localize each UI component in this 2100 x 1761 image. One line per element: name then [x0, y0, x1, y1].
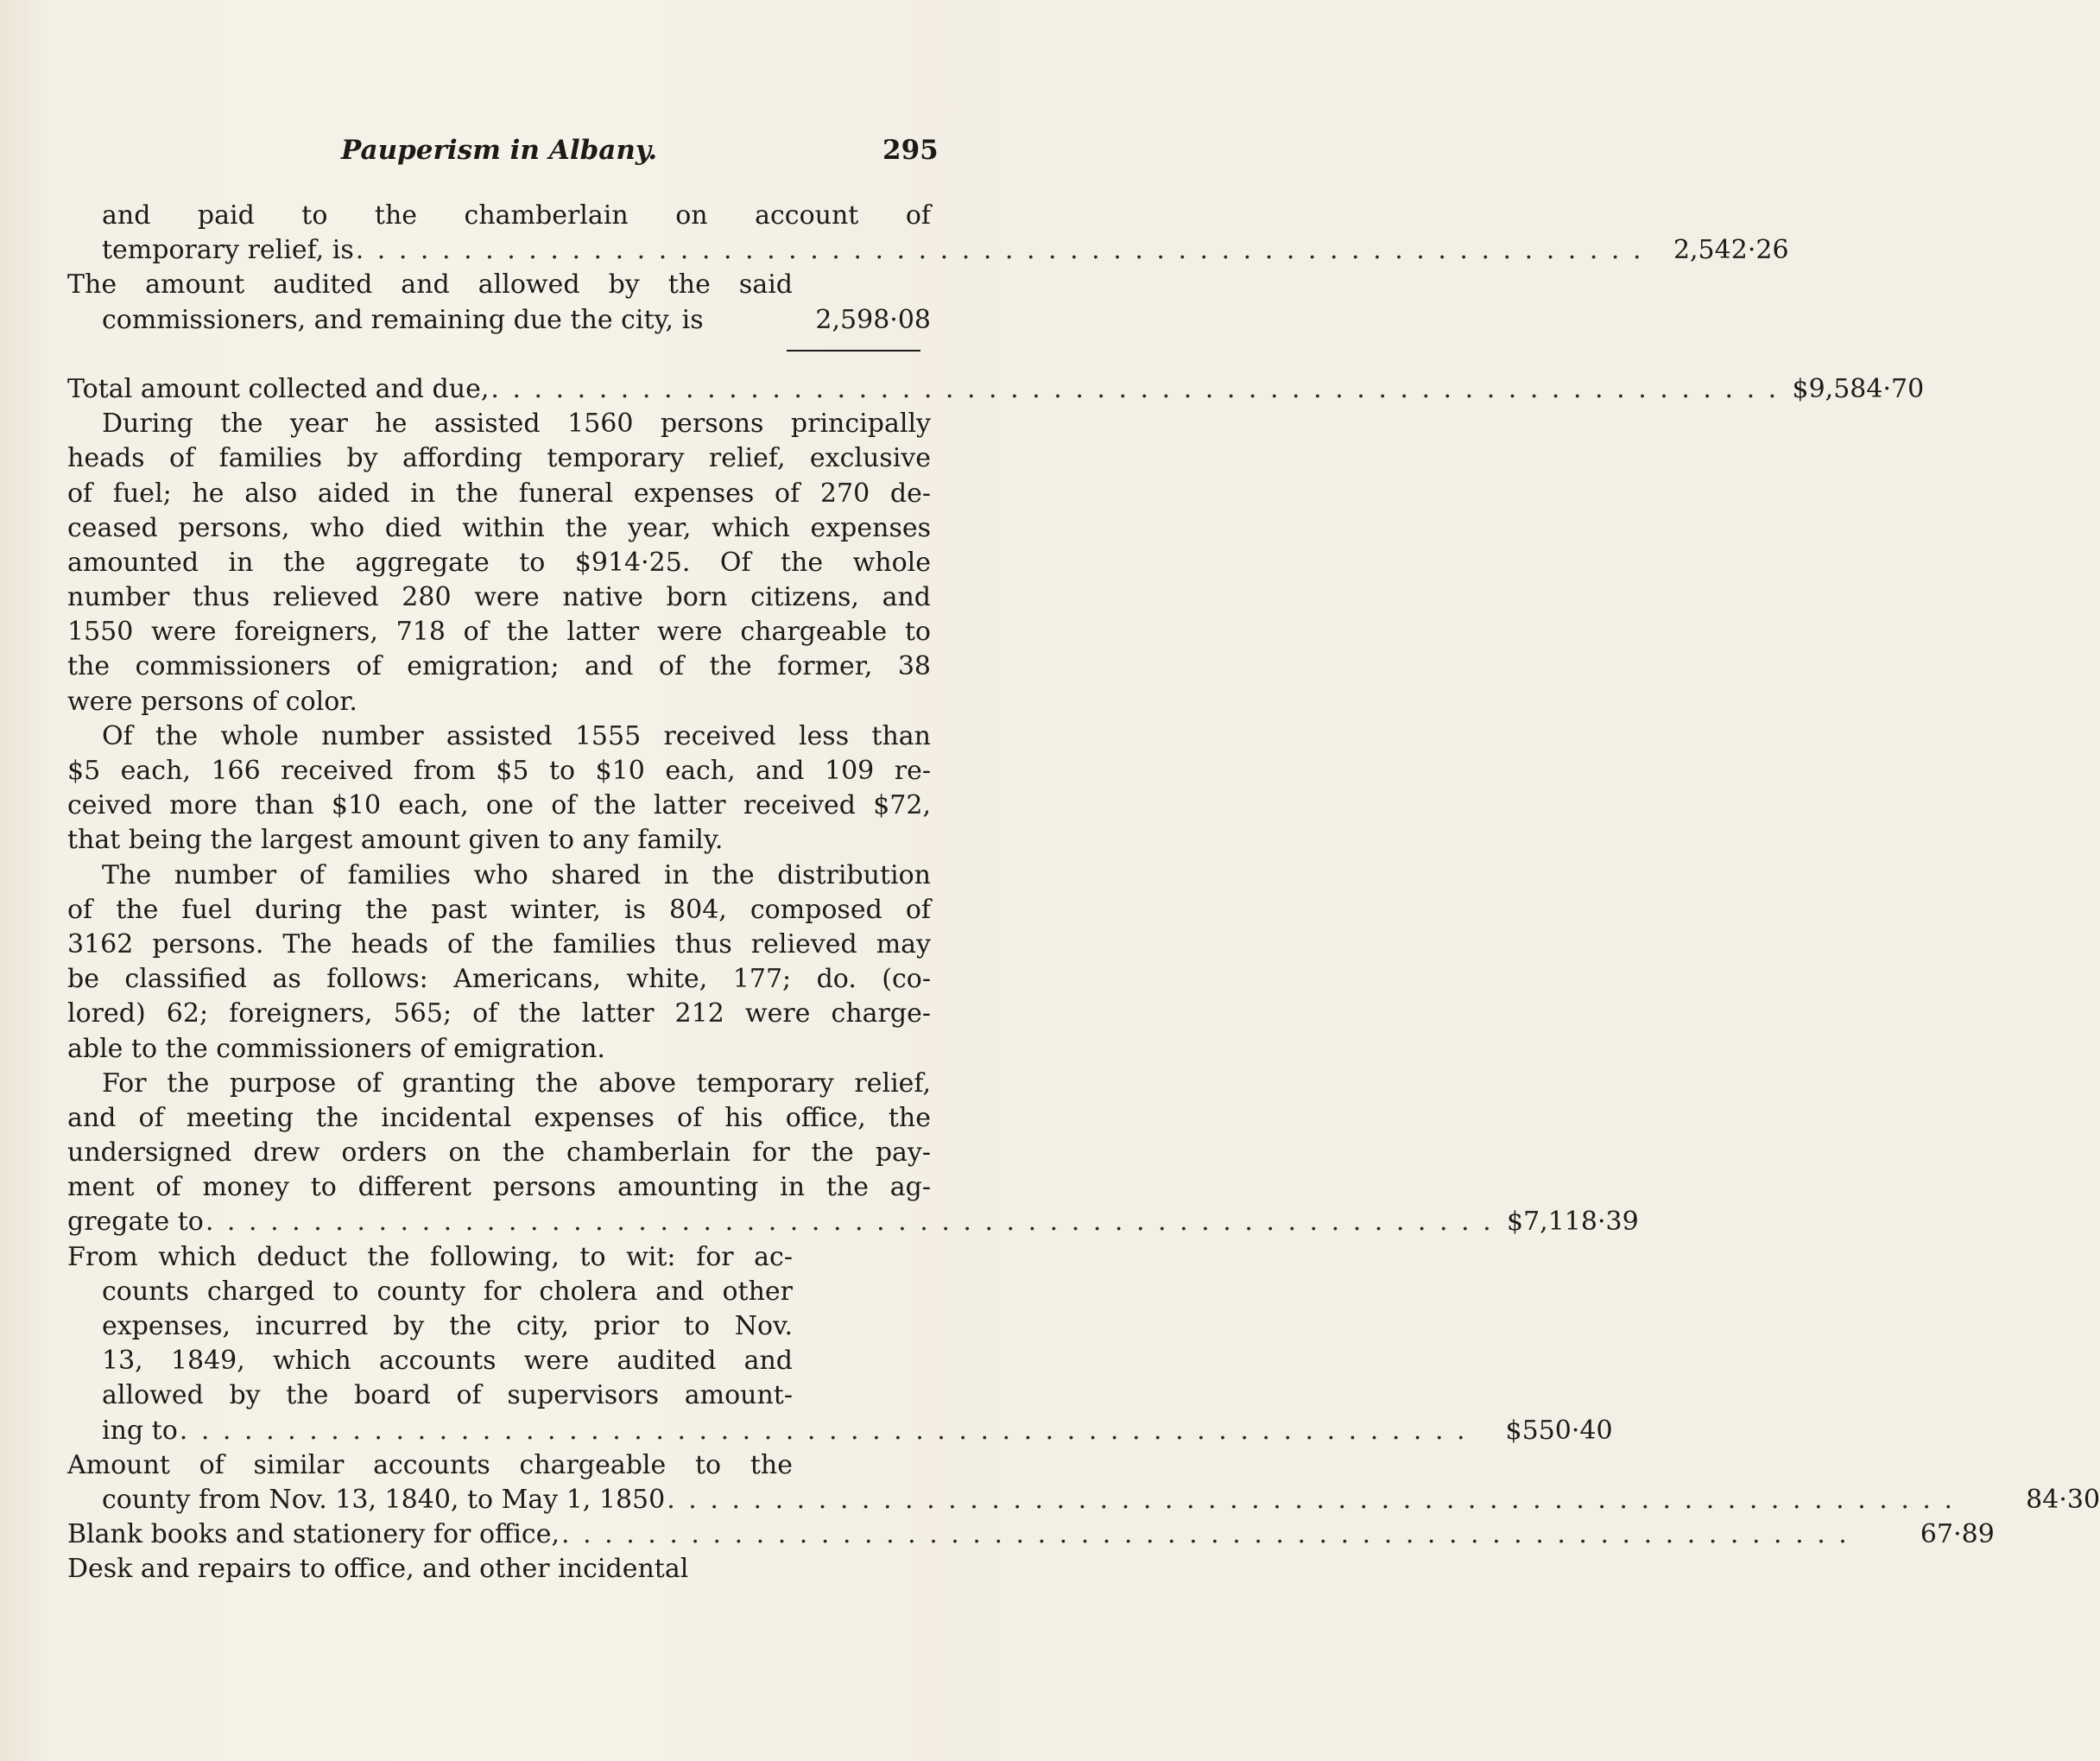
- text-line: [67, 685, 931, 719]
- ledger-amount: 2,542·26: [1673, 235, 1789, 266]
- ledger-line: [67, 303, 931, 338]
- ledger-amount: 84·30: [2026, 1484, 2100, 1515]
- line-text: Desk and repairs to office, and other incidental: [67, 1554, 689, 1585]
- ledger-line: [67, 372, 1925, 407]
- text-line: [67, 1309, 931, 1344]
- line-text: of the fuel during the past winter, is 804, composed of: [67, 894, 931, 925]
- text-line: [67, 477, 931, 511]
- line-text: ceased persons, who died within the year, which expenses: [67, 512, 931, 543]
- ledger-line: [67, 233, 1789, 268]
- text-line: [67, 1101, 931, 1136]
- line-text: For the purpose of granting the above temporary relief,: [102, 1067, 931, 1099]
- ledger-label: commissioners, and remaining due the city, is: [102, 304, 704, 335]
- text-line: [67, 649, 931, 684]
- ledger-label: ing to: [102, 1415, 178, 1446]
- line-text: heads of families by affording temporary relief, exclusive: [67, 443, 931, 474]
- ledger-label: temporary relief, is: [102, 235, 354, 266]
- dot-leader: . . . . . . . . . . . . . . . . . . . . . . . . . . . . . . . . . . . . . . . . . . . . . . . . . . . . . . . . . . . .: [490, 373, 1780, 404]
- text-line: [67, 1240, 931, 1275]
- ledger-amount: 2,598·08: [815, 304, 931, 335]
- sum-rule: [67, 338, 931, 372]
- ledger-amount: $550·40: [1505, 1415, 1613, 1446]
- text-line: [67, 1067, 931, 1101]
- text-line: [67, 858, 931, 893]
- text-line: [67, 997, 931, 1031]
- text-line: [67, 1032, 931, 1067]
- dot-leader: . . . . . . . . . . . . . . . . . . . . . . . . . . . . . . . . . . . . . . . . . . . . . . . . . . . . . . . . . . . .: [561, 1519, 1850, 1550]
- line-text: Of the whole number assisted 1555 received less than: [102, 720, 931, 751]
- ledger-amount: $9,584·70: [1792, 373, 1925, 404]
- dot-leader: . . . . . . . . . . . . . . . . . . . . . . . . . . . . . . . . . . . . . . . . . . . . . . . . . . . . . . . . . . . .: [205, 1207, 1494, 1238]
- line-text: and paid to the chamberlain on account of: [102, 200, 931, 231]
- page-header: [0, 135, 997, 173]
- text-line: [67, 962, 931, 997]
- page-body: [67, 199, 2100, 1587]
- ledger-label: gregate to: [67, 1207, 204, 1238]
- line-text: 3162 persons. The heads of the families thus relieved may: [67, 928, 931, 960]
- dot-leader: . . . . . . . . . . . . . . . . . . . . . . . . . . . . . . . . . . . . . . . . . . . . . . . . . . . . . . . . . . . .: [355, 235, 1644, 266]
- ledger-line: [67, 1414, 1613, 1448]
- text-line: [67, 1275, 931, 1309]
- line-text: of fuel; he also aided in the funeral expenses of 270 de-: [67, 478, 931, 509]
- line-text: During the year he assisted 1560 persons principally: [102, 409, 931, 440]
- line-text: allowed by the board of supervisors amount-: [102, 1380, 793, 1411]
- text-line: [67, 268, 931, 302]
- line-text: expenses, incurred by the city, prior to Nov.: [102, 1311, 793, 1341]
- text-line: [67, 1344, 931, 1378]
- line-text: number thus relieved 280 were native born citizens, and: [67, 582, 931, 613]
- line-text: amounted in the aggregate to $914·25. Of the whole: [67, 547, 931, 578]
- ledger-label: county from Nov. 13, 1840, to May 1, 1850: [102, 1484, 666, 1515]
- text-line: [67, 928, 931, 962]
- line-text: $5 each, 166 received from $5 to $10 each, and 109 re-: [67, 756, 931, 786]
- line-text: From which deduct the following, to wit: for ac-: [67, 1241, 793, 1272]
- ledger-line: [67, 1517, 1995, 1552]
- line-text: Amount of similar accounts chargeable to the: [67, 1449, 793, 1480]
- ledger-amount: 67·89: [1920, 1519, 1995, 1550]
- dot-leader: . . . . . . . . . . . . . . . . . . . . . . . . . . . . . . . . . . . . . . . . . . . . . . . . . . . . . . . . . . . .: [179, 1415, 1468, 1446]
- line-text: 13, 1849, which accounts were audited and: [102, 1346, 793, 1377]
- line-text: undersigned drew orders on the chamberlain for the pay-: [67, 1137, 931, 1169]
- text-line: [67, 1378, 931, 1413]
- line-text: The number of families who shared in the distribution: [102, 859, 931, 890]
- line-text: counts charged to county for cholera and other: [102, 1276, 793, 1307]
- text-line: [67, 719, 931, 754]
- line-text: that being the largest amount given to any family.: [67, 825, 724, 856]
- text-line: [67, 789, 931, 823]
- text-line: [67, 546, 931, 580]
- text-line: [67, 615, 931, 649]
- line-text: lored) 62; foreigners, 565; of the latter 212 were charge-: [67, 998, 931, 1029]
- line-text: able to the commissioners of emigration.: [67, 1033, 605, 1064]
- rule-line: [787, 350, 920, 352]
- ledger-line: [67, 1205, 1639, 1239]
- text-line: [67, 511, 931, 546]
- line-text: ment of money to different persons amounting in the ag-: [67, 1172, 931, 1203]
- ledger-label: Total amount collected and due,: [67, 373, 490, 404]
- text-line: [67, 441, 931, 476]
- text-line: [67, 580, 931, 615]
- text-line: [67, 1448, 931, 1483]
- line-text: and of meeting the incidental expenses of his office, the: [67, 1102, 931, 1133]
- line-text: were persons of color.: [67, 686, 357, 717]
- text-line: [67, 1170, 931, 1205]
- line-text: be classified as follows: Americans, white, 177; do. (co-: [67, 964, 931, 995]
- text-line: [67, 407, 931, 441]
- text-line: [67, 1552, 931, 1587]
- line-text: The amount audited and allowed by the said: [67, 269, 793, 301]
- text-line: [67, 823, 931, 858]
- line-text: the commissioners of emigration; and of the former, 38: [67, 651, 931, 682]
- line-text: ceived more than $10 each, one of the latter received $72,: [67, 790, 931, 821]
- text-line: [67, 199, 931, 233]
- ledger-line: [67, 1483, 2100, 1517]
- text-line: [67, 893, 931, 928]
- running-head: Pauperism in Albany.: [341, 135, 658, 166]
- ledger-label: Blank books and stationery for office,: [67, 1519, 560, 1550]
- page-number: 295: [882, 135, 939, 166]
- text-line: [67, 754, 931, 789]
- dot-leader: . . . . . . . . . . . . . . . . . . . . . . . . . . . . . . . . . . . . . . . . . . . . . . . . . . . . . . . . . . . .: [667, 1484, 1956, 1515]
- line-text: 1550 were foreigners, 718 of the latter were chargeable to: [67, 617, 931, 648]
- ledger-amount: $7,118·39: [1506, 1207, 1639, 1238]
- text-line: [67, 1136, 931, 1170]
